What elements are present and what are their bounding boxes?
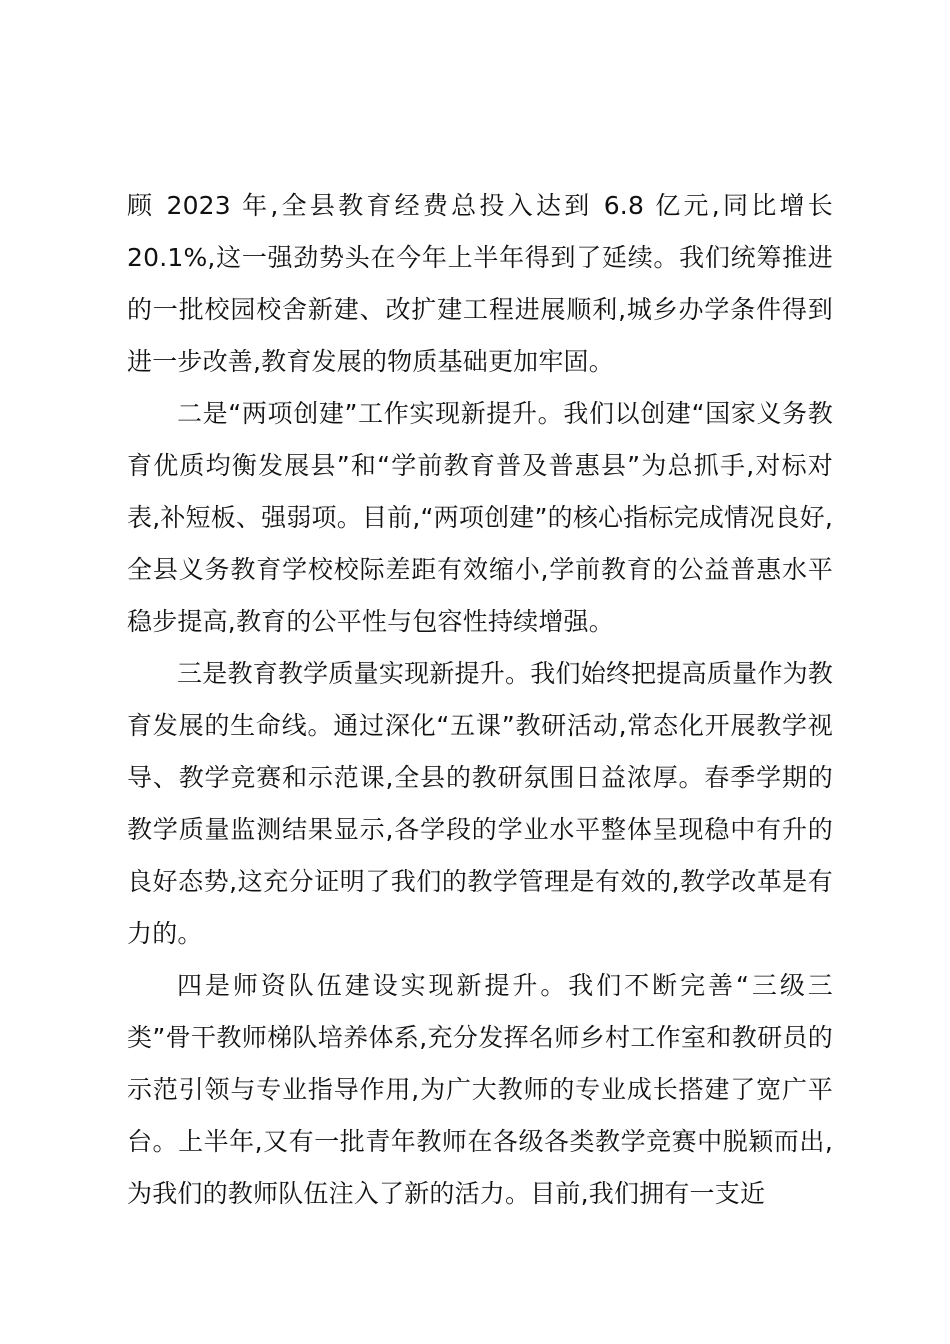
paragraph-2: 二是“两项创建”工作实现新提升。我们以创建“国家义务教育优质均衡发展县”和“学前教育普及普惠县”为总抓手,对标对表,补短板、强弱项。目前,“两项创建”的核心指标完成情况良好,全县义务教育学校校际差距有效缩小,学前教育的公益普惠水平稳步提高,教育的公平性与包容性持续增强。 (127, 399, 833, 636)
paragraph-3: 三是教育教学质量实现新提升。我们始终把提高质量作为教育发展的生命线。通过深化“五课”教研活动,常态化开展教学视导、教学竞赛和示范课,全县的教研氛围日益浓厚。春季学期的教学质量监测结果显示,各学段的学业水平整体呈现稳中有升的良好态势,这充分证明了我们的教学管理是有效的,教学改革是有力的。 (127, 659, 833, 948)
paragraph-4: 四是师资队伍建设实现新提升。我们不断完善“三级三类”骨干教师梯队培养体系,充分发挥名师乡村工作室和教研员的示范引领与专业指导作用,为广大教师的专业成长搭建了宽广平台。上半年,又有一批青年教师在各级各类教学竞赛中脱颖而出,为我们的教师队伍注入了新的活力。目前,我们拥有一支近 (127, 971, 833, 1208)
document-body (127, 180, 833, 1220)
paragraph-1: 顾 2023 年,全县教育经费总投入达到 6.8 亿元,同比增长 20.1%,这一强劲势头在今年上半年得到了延续。我们统筹推进的一批校园校舍新建、改扩建工程进展顺利,城乡办学条件得到进一步改善,教育发展的物质基础更加牢固。 (127, 191, 833, 376)
